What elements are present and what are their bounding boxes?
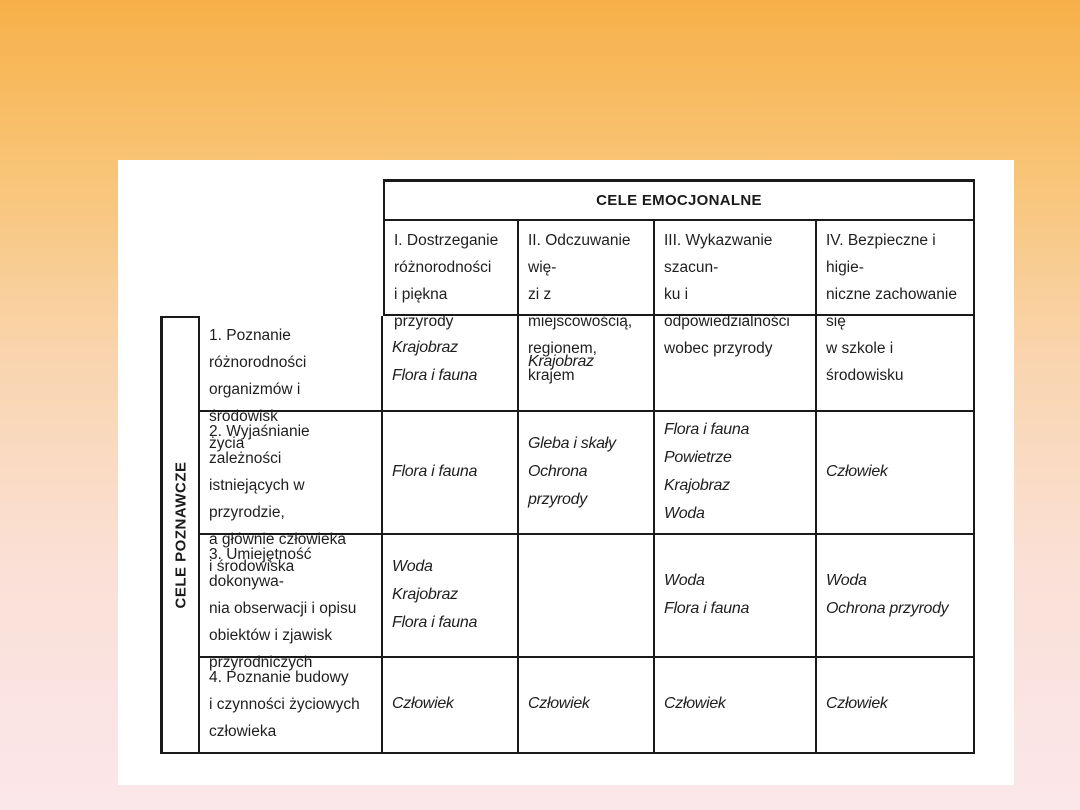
column-header-line: i piękna przyrody	[394, 286, 454, 330]
cell-item: Woda	[826, 571, 867, 589]
cell-item: Gleba i skały	[528, 434, 616, 452]
table-cell	[655, 412, 817, 535]
column-header-line: zi z miejscowością,	[528, 286, 633, 330]
row-header-4	[200, 658, 383, 754]
cell-item: Flora i fauna	[664, 599, 750, 617]
cell-item: Ochrona przyrody	[826, 599, 949, 617]
cell-item: Krajobraz	[528, 353, 594, 370]
row-header-line: a głównie człowieka	[209, 531, 346, 548]
row-header-line: życia	[209, 435, 245, 452]
cell-item: Flora i fauna	[664, 420, 750, 438]
table-cell	[383, 535, 519, 658]
cell-item: Krajobraz	[392, 585, 458, 603]
cell-item: Flora i fauna	[392, 462, 478, 480]
table-cell	[383, 658, 519, 754]
table-cell-empty	[655, 316, 817, 412]
row-header-line: obiektów i zjawisk	[209, 627, 333, 644]
cognitive-goals-side	[160, 316, 200, 754]
row-header-line: 1. Poznanie różnorodności	[209, 327, 307, 371]
column-header-line: IV. Bezpieczne i higie-	[826, 232, 936, 276]
table-cell	[817, 412, 975, 535]
table-cell-empty	[519, 535, 655, 658]
cell-item: Człowiek	[826, 462, 888, 480]
goals-table	[118, 160, 1014, 785]
cell-item: Flora i fauna	[392, 367, 478, 384]
column-header-line: ku i odpowiedzialności	[664, 286, 790, 330]
emotional-goals-header: CELE EMOCJONALNE	[383, 179, 975, 221]
row-header-line: organizmów i środowisk	[209, 381, 301, 425]
cell-item: Człowiek	[826, 695, 888, 712]
row-header-line: 4. Poznanie budowy	[209, 669, 349, 686]
table-cell	[383, 412, 519, 535]
slide-panel	[118, 160, 1014, 785]
row-header-line: przyrodniczych	[209, 654, 313, 671]
cell-item: Krajobraz	[392, 339, 458, 356]
row-header-line: istniejących w przyrodzie,	[209, 477, 305, 521]
cell-item: Człowiek	[392, 695, 454, 712]
cell-item: Flora i fauna	[392, 613, 478, 631]
table-cell	[383, 316, 519, 412]
cell-item: Człowiek	[664, 695, 726, 712]
column-header-line: różnorodności	[394, 259, 492, 276]
cell-item: Woda	[392, 557, 433, 575]
cell-item: Człowiek	[528, 695, 590, 712]
column-header-line: niczne zachowanie się	[826, 286, 957, 330]
table-cell-empty	[817, 316, 975, 412]
column-header-1	[383, 221, 519, 330]
table-cell	[817, 658, 975, 754]
row-header-line: 2. Wyjaśnianie zależności	[209, 423, 310, 467]
column-header-line: regionem, krajem	[528, 340, 597, 384]
row-header-line: nia obserwacji i opisu	[209, 600, 357, 617]
cell-item: Krajobraz	[664, 476, 730, 494]
table-cell	[655, 658, 817, 754]
column-header-line: II. Odczuwanie wię-	[528, 232, 631, 276]
cell-item: Ochrona przyrody	[528, 462, 588, 508]
table-cell	[519, 412, 655, 535]
column-header-line: wobec przyrody	[664, 340, 773, 357]
column-header-line: I. Dostrzeganie	[394, 232, 499, 249]
table-cell	[817, 535, 975, 658]
table-cell	[519, 316, 655, 412]
cell-item: Woda	[664, 504, 705, 522]
table-cell	[519, 658, 655, 754]
column-header-3	[655, 221, 817, 357]
row-header-line: i środowiska	[209, 558, 295, 575]
row-header-line: i czynności życiowych	[209, 696, 360, 713]
row-header-line: 3. Umiejętność dokonywa-	[209, 546, 312, 590]
row-header-3	[200, 535, 383, 671]
row-header-line: człowieka	[209, 723, 277, 740]
cell-item: Woda	[664, 571, 705, 589]
column-header-line: III. Wykazwanie szacun-	[664, 232, 773, 276]
table-cell	[655, 535, 817, 658]
cognitive-goals-label: CELE POZNAWCZE	[172, 461, 189, 609]
column-header-line: w szkole i środowisku	[826, 340, 904, 384]
cell-item: Powietrze	[664, 448, 732, 466]
column-header-4	[817, 221, 975, 384]
